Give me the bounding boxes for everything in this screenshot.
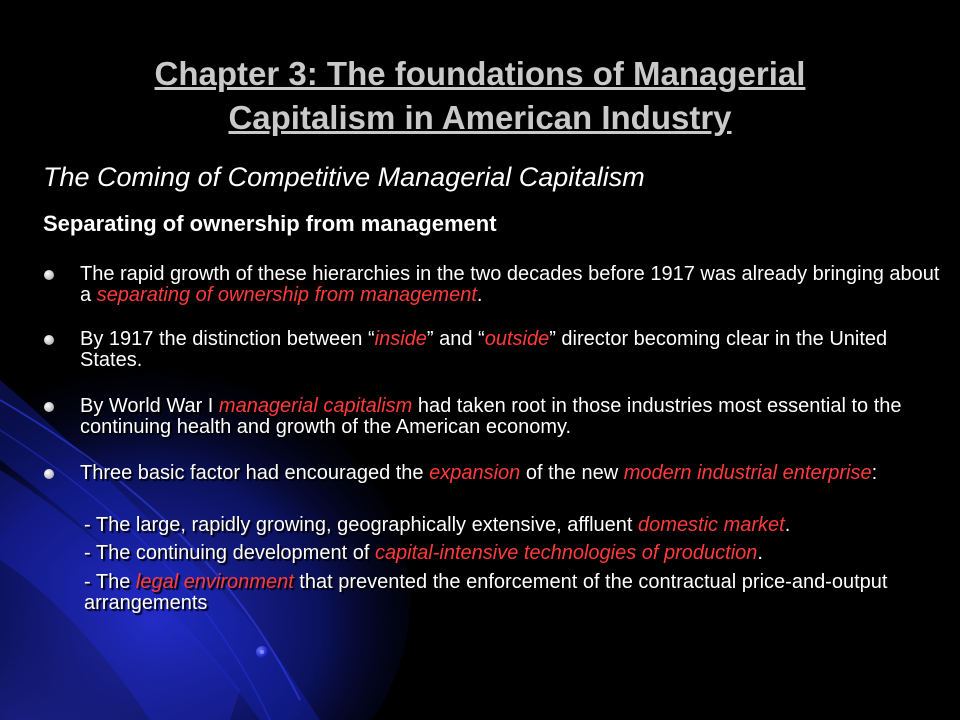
sub-2-text: - The continuing development of bbox=[84, 542, 375, 564]
bullet-3-text: By World War I bbox=[80, 395, 219, 417]
bullet-4-mid: of the new bbox=[520, 462, 624, 484]
bullet-4-text: Three basic factor had encouraged the bbox=[80, 462, 430, 484]
sub-3-highlight: legal environment bbox=[135, 571, 294, 593]
bullet-item-3 bbox=[80, 396, 940, 438]
sub-item-3 bbox=[80, 572, 940, 614]
bullet-2-text: By 1917 the distinction between “ bbox=[80, 328, 375, 350]
bullet-item-2 bbox=[80, 329, 940, 371]
bullet-item-4 bbox=[80, 463, 940, 484]
slide-subtitle: The Coming of Competitive Managerial Capitalism bbox=[43, 162, 645, 192]
section-heading: Separating of ownership from management bbox=[43, 211, 497, 236]
bullet-1-text: The rapid growth of these hierarchies in the two decades before 1917 was already bringing about a bbox=[80, 263, 940, 306]
sub-item-2 bbox=[80, 543, 940, 564]
sub-1-text: - The large, rapidly growing, geographically extensive, affluent bbox=[84, 514, 639, 536]
sub-3-text: - The bbox=[84, 571, 136, 593]
bullet-item-1 bbox=[80, 264, 940, 306]
bullet-1-end: . bbox=[476, 284, 483, 306]
bullet-2-highlight-inside: inside bbox=[374, 328, 427, 350]
title-line-2: Capitalism in American Industry bbox=[228, 99, 732, 136]
bullet-3-highlight: managerial capitalism bbox=[218, 395, 413, 417]
title-line-1: Chapter 3: The foundations of Managerial bbox=[154, 55, 806, 92]
decor-dot-highlight bbox=[260, 650, 264, 654]
sub-1-end: . bbox=[784, 514, 791, 536]
sub-item-1 bbox=[80, 515, 940, 536]
bullet-2-end: ” director becoming clear in the United States. bbox=[80, 328, 888, 371]
bullet-2-mid: ” and “ bbox=[426, 328, 485, 350]
bullet-4-end: : bbox=[871, 462, 878, 484]
bullet-2-highlight-outside: outside bbox=[484, 328, 550, 350]
sub-2-end: . bbox=[757, 542, 763, 564]
bullet-4-highlight-enterprise: modern industrial enterprise bbox=[623, 462, 872, 484]
slide-title bbox=[40, 52, 920, 140]
sub-3-end: that prevented the enforcement of the contractual price-and-output arrangements bbox=[84, 571, 888, 614]
bullet-4-highlight-expansion: expansion bbox=[429, 462, 521, 484]
sub-2-highlight: capital-intensive technologies of production bbox=[374, 542, 758, 564]
sub-1-highlight: domestic market bbox=[638, 514, 785, 536]
bullet-1-highlight: separating of ownership from management bbox=[96, 284, 477, 306]
bullet-3-end: had taken root in those industries most essential to the continuing health and growth of the American economy. bbox=[80, 395, 902, 438]
